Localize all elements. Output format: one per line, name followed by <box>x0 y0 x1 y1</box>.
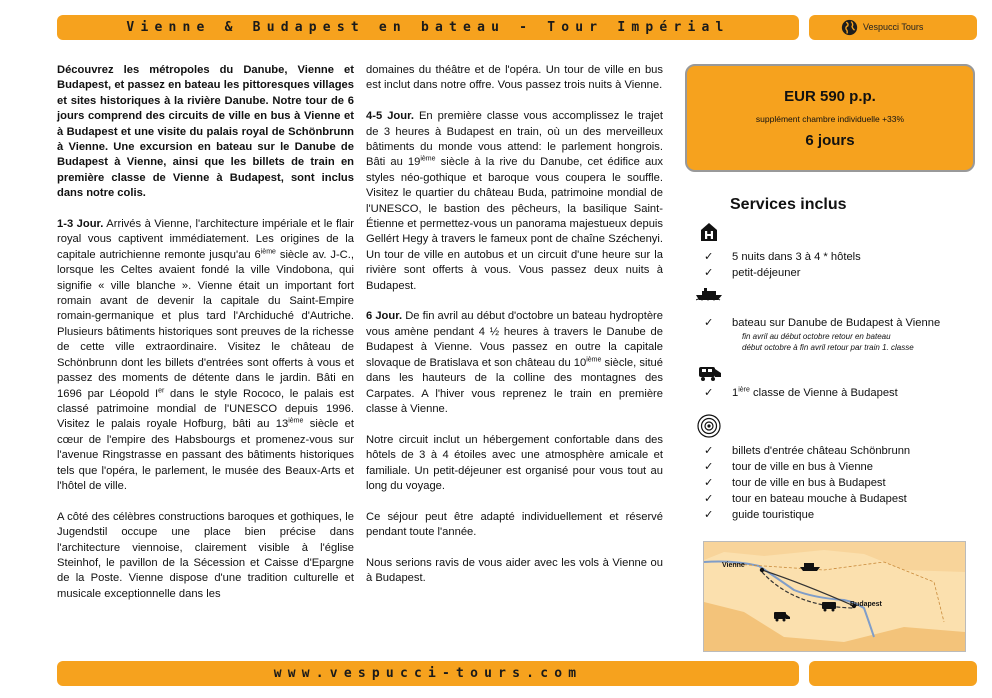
service-label: tour de ville en bus à Budapest <box>732 477 886 489</box>
service-row <box>704 460 873 475</box>
day6-sup: ième <box>586 355 602 363</box>
service-label: bateau sur Danube de Budapest à Vienne <box>732 317 941 329</box>
header-bar <box>57 15 799 40</box>
service-label: billets d'entrée château Schönbrunn <box>732 445 911 457</box>
services-title: Services inclus <box>730 196 847 213</box>
check-icon: ✓ <box>704 251 714 263</box>
service-label: 1 <box>732 387 739 399</box>
map-graphic <box>704 542 965 651</box>
text-column-left <box>57 63 354 618</box>
footer-url[interactable]: www.vespucci-tours.com <box>273 666 583 681</box>
hotel-paragraph: Notre circuit inclut un hébergement confortable dans des hôtels de 3 à 4 étoiles avec une atmosphère amicale et familiale. Un petit-déjeuner est organisé pour vous tout au long du voyage. <box>366 433 663 492</box>
day1-sup: ième <box>288 417 304 425</box>
service-row <box>704 476 886 491</box>
day1-paragraph <box>57 217 354 494</box>
service-row <box>704 316 940 331</box>
day6-text: siècle, situé dans les hauteurs de la colline des montagnes des Carpates. A l'hiver vous reprenez le train en première classe à Vienne. <box>366 356 663 415</box>
check-icon: ✓ <box>704 493 714 505</box>
logo-bar <box>809 15 977 40</box>
route-map <box>703 541 966 652</box>
service-label: petit-déjeuner <box>732 267 801 279</box>
price-box <box>685 64 975 172</box>
globe-icon <box>841 19 858 36</box>
footer-bar <box>57 661 799 686</box>
check-icon: ✓ <box>704 317 714 329</box>
architecture-paragraph-cont: domaines du théâtre et de l'opéra. Un tour de ville en bus est inclut dans notre offre. Vous passez trois nuits à Vienne. <box>366 64 663 92</box>
day1-sup: er <box>158 386 165 394</box>
day1-text: siècle et cœur de l'empire des Habsbourgs et promenez-vous sur l'avenue Ringstrasse en passant des bâtiments historiques tels que l'opéra, le parlement, le musée des Beaux-Arts et l'hôtel de ville. <box>57 418 354 492</box>
intro-text: Découvrez les métropoles du Danube, Vienne et Budapest, et passez en bateau les pittoresques villages et sites historiques à la rivière Danube. Notre tour de 6 jours comprend des circuits de ville en bus à Vienne et à Budapest et une visite du palais royal de Schönbrunn à Vienne. Une excursion en bateau sur le Danube de Budapest à Vienne, ainsi que les billets de train en première classe de Vienne à Budapest, sont inclus dans notre colis. <box>57 64 354 200</box>
check-icon: ✓ <box>704 477 714 489</box>
check-icon: ✓ <box>704 267 714 279</box>
footer-bar-right <box>809 661 977 686</box>
check-icon: ✓ <box>704 387 714 399</box>
flights-paragraph: Nous serions ravis de vous aider avec les vols à Vienne ou à Budapest. <box>366 556 663 585</box>
service-row <box>704 250 861 265</box>
map-label-budapest: Budapest <box>850 601 882 608</box>
day1-label: 1-3 Jour. <box>57 218 104 231</box>
day6-text: De fin avril au début d'octobre un bateau hydroptère vous amène pendant 4 ½ heures à travers le Danube de Budapest à Vienne. Vous passez en outre la capitale slovaque de Bratislava et son château du 10 <box>366 310 663 369</box>
day4-sup: ième <box>420 155 436 163</box>
text-column-middle <box>366 63 663 602</box>
check-icon: ✓ <box>704 509 714 521</box>
day4-label: 4-5 Jour. <box>366 110 414 123</box>
hotel-icon <box>700 222 718 242</box>
intro-paragraph <box>57 63 354 202</box>
day4-paragraph <box>366 109 663 294</box>
service-label: tour en bateau mouche à Budapest <box>732 493 907 505</box>
service-row <box>704 492 907 507</box>
check-icon: ✓ <box>704 461 714 473</box>
service-label: 5 nuits dans 3 à 4 * hôtels <box>732 251 861 263</box>
day1-text: dans le style Rococo, le palais est classé patrimoine mondial de l'UNESCO depuis 1996. Visitez le palais royale Hofburg, bâti au 13 <box>57 387 354 431</box>
price-supplement: supplément chambre individuelle +33% <box>755 114 905 124</box>
day1-sup: ième <box>260 248 276 256</box>
service-label: tour de ville en bus à Vienne <box>732 461 873 473</box>
boat-icon <box>696 287 722 301</box>
page-title: Vienne & Budapest en bateau - Tour Impérial <box>126 20 730 35</box>
boat-note: fin avril au début octobre retour en bateau <box>742 332 891 341</box>
day4-text: siècle à la rive du Danube, cet édifice aux styles néo-gothique et baroque vous coupera le souffle. Visitez le quartier du château Buda, patrimoine mondial de l'UNESCO, le bastion des pêcheurs, la basilique Saint-Étienne et permettez-vous un panorama majestueux depuis Gellért Hegy à travers le fameux pont de chaîne Széchenyi. Un tour de ville en autobus et un circuit d'une heure sur la rivière sont offerts à vous. Vous passez deux nuits à Budapest. <box>366 156 663 292</box>
adapt-paragraph: Ce séjour peut être adapté individuellement et réservé pendant toute l'année. <box>366 510 663 539</box>
day4-text: En première classe vous accomplissez le trajet de 3 heures à Budapest en train, où un des merveilleux bâtiments du monde vous attend: le parlement hongrois. Bâti au 19 <box>366 110 664 169</box>
service-row <box>704 266 800 281</box>
target-icon <box>697 414 721 438</box>
service-label: guide touristique <box>732 509 815 521</box>
train-icon <box>698 365 722 381</box>
service-row <box>704 386 898 401</box>
service-row <box>704 508 814 523</box>
service-row <box>704 444 910 459</box>
day6-paragraph <box>366 309 663 417</box>
tour-duration: 6 jours <box>805 132 855 149</box>
boat-note: début octobre à fin avril retour par train 1. classe <box>742 343 914 352</box>
service-label: classe de Vienne à Budapest <box>749 387 898 399</box>
day6-label: 6 Jour. <box>366 310 403 323</box>
service-sup: ière <box>738 386 750 394</box>
day1-text: siècle av. J-C., lorsque les Celtes avaient fondé la ville Vindobona, qui signifie « ville blanche ». Vienne était un important fort romain avant de devenir la capitale du Saint-Empire romain-germanique et plus tard l'Archiduché d'Autriche. Plusieurs bâtiments historiques sont preuves de la richesse de cette ville extraordinaire. Visitez le château de Schönbrunn dont les billets d'entrées sont offerts à vous et passez des moments de détente dans le jardin. Bâti en 1696 par Léopold I <box>57 248 354 400</box>
logo-text: Vespucci Tours <box>863 22 924 32</box>
check-icon: ✓ <box>704 445 714 457</box>
day1-text: Arrivés à Vienne, l'architecture impériale et le flair royal vous captivent immédiatement. Les origines de la capitale autrichienne remonte jusqu'au 6 <box>57 218 355 261</box>
map-label-vienna: Vienne <box>722 562 745 569</box>
architecture-paragraph: A côté des célèbres constructions baroques et gothiques, le Jugendstil occupe une place bien précise dans l'architecture viennoise, clairement visible à l'église Steinhof, le pavillon de la Sécession et Caisse d'Epargne de la Poste. Vienne dispose d'une tradition culturelle et musicale exceptionnelle dans les <box>57 510 354 600</box>
price-amount: EUR 590 p.p. <box>784 88 876 105</box>
